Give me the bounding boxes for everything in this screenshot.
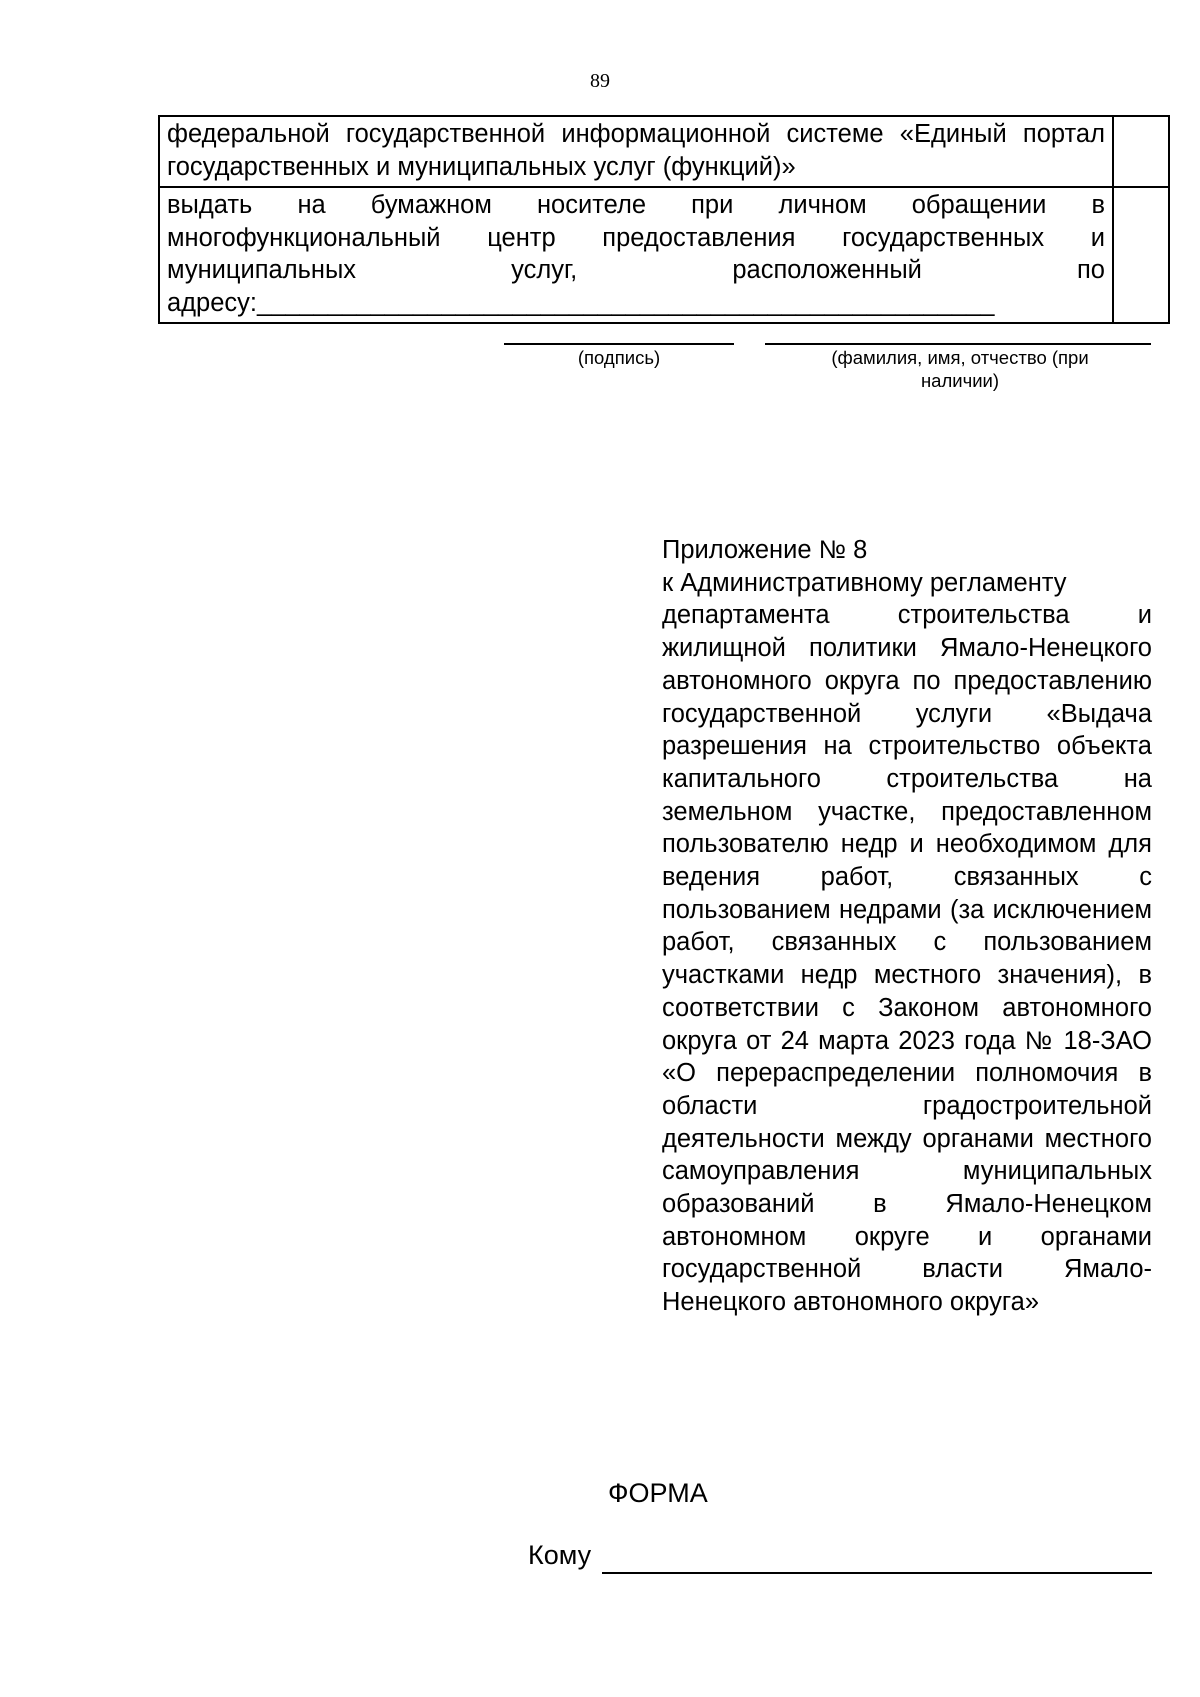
appendix-block [662,534,1152,1319]
page-number: 89 [590,70,610,92]
option-text: федеральной государственной информационной системе «Единый портал государственных и муниципальных услуг (функций)» [159,116,1113,187]
option-checkbox-cell[interactable] [1113,187,1169,323]
delivery-options-table [158,115,1170,324]
option-text: выдать на бумажном носителе при личном обращении в многофункциональный центр предоставления государственных и муниципальных услуг, расположенный по адресу:____________________________________________________ [159,187,1113,323]
appendix-number: Приложение № 8 [662,536,868,564]
option-checkbox-cell[interactable] [1113,116,1169,187]
table-row [159,187,1169,323]
table-row [159,116,1169,187]
appendix-reference: к Административному регламенту [662,568,1067,597]
recipient-label: Кому [528,1540,592,1570]
full-name-line[interactable] [765,343,1151,345]
recipient-field-line[interactable] [602,1572,1152,1574]
form-title: ФОРМА [608,1478,708,1508]
full-name-caption: (фамилия, имя, отчество (при наличии) [831,347,1089,391]
signature-caption: (подпись) [577,347,661,368]
signature-line[interactable] [504,343,734,345]
appendix-description: департамента строительства и жилищной политики Ямало-Ненецкого автономного округа по предоставлению государственной услуги «Выдача разрешения на строительство объекта капитального строительства на земельном участке, предоставленном пользователю недр и необходимом для ведения работ, связанных с пользованием недрами (за исключением работ, связанных с пользованием участками недр местного значения), в соответствии с Законом автономного округа от 24 марта 2023 года № 18-ЗАО «О перераспределении полномочия в области градостроительной деятельности между органами местного самоуправления муниципальных образований в Ямало-Ненецком автономном округе и органами государственной власти Ямало-Ненецкого автономного округа» [662,601,1152,1317]
